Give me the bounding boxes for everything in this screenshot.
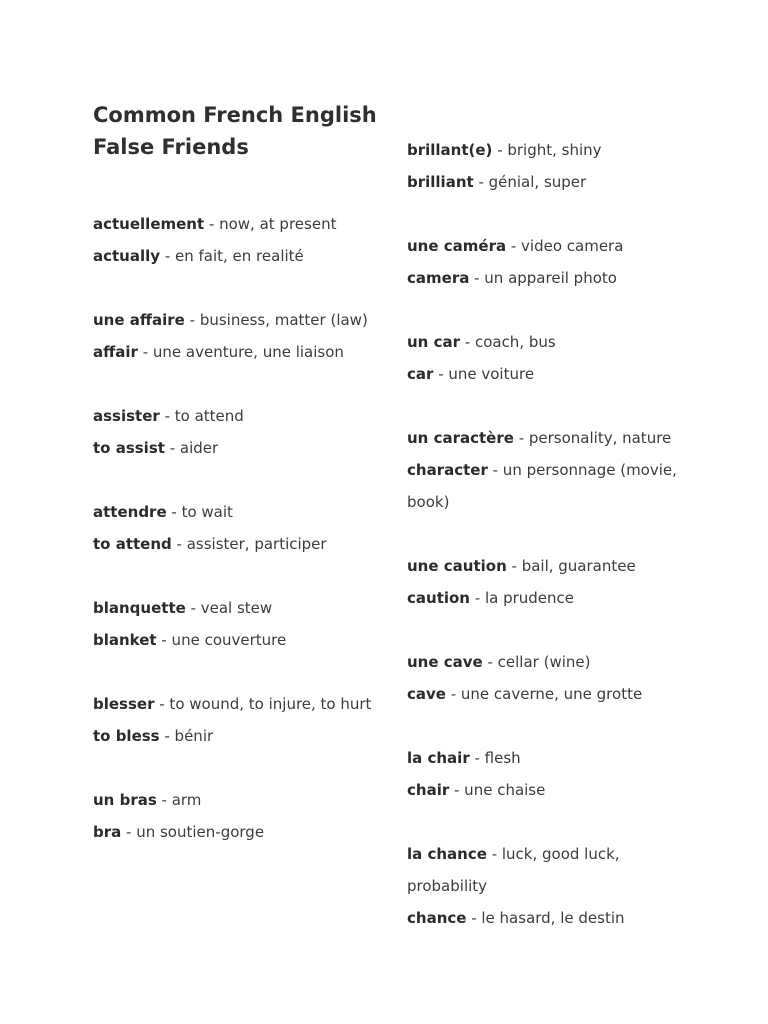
french-gloss: - now, at present xyxy=(204,215,337,233)
english-term: to bless xyxy=(93,727,160,745)
english-term: camera xyxy=(407,269,470,287)
english-term: car xyxy=(407,365,434,383)
english-gloss: - une caverne, une grotte xyxy=(445,685,643,703)
english-gloss: - une aventure, une liaison xyxy=(137,343,344,361)
french-entry xyxy=(407,550,697,582)
french-entry xyxy=(407,646,697,678)
english-term: chance xyxy=(407,909,467,927)
french-term: assister xyxy=(93,407,160,425)
french-gloss: - business, matter (law) xyxy=(184,311,368,329)
english-term: bra xyxy=(93,823,122,841)
false-friend-pair xyxy=(407,326,697,390)
false-friend-pair xyxy=(93,784,383,848)
english-entry xyxy=(407,774,697,806)
french-entry xyxy=(93,496,383,528)
english-entry xyxy=(93,240,383,272)
french-entry xyxy=(407,838,697,902)
french-gloss: - personality, nature xyxy=(513,429,672,447)
false-friend-pair xyxy=(93,304,383,368)
french-gloss: - arm xyxy=(156,791,202,809)
english-entry xyxy=(93,816,383,848)
false-friend-pair xyxy=(407,230,697,294)
english-entry xyxy=(93,528,383,560)
false-friend-pair xyxy=(407,422,697,518)
english-entry xyxy=(407,166,697,198)
french-term: actuellement xyxy=(93,215,205,233)
false-friend-pair xyxy=(93,688,383,752)
false-friend-pair xyxy=(407,742,697,806)
english-gloss: - le hasard, le destin xyxy=(466,909,625,927)
english-entry xyxy=(93,624,383,656)
french-entry xyxy=(93,304,383,336)
french-gloss: - bail, guarantee xyxy=(506,557,636,575)
french-entry xyxy=(93,400,383,432)
french-entry xyxy=(407,326,697,358)
english-entry xyxy=(407,262,697,294)
french-term: blesser xyxy=(93,695,155,713)
french-gloss: - flesh xyxy=(469,749,521,767)
english-term: character xyxy=(407,461,488,479)
french-entry xyxy=(93,208,383,240)
english-gloss: - une chaise xyxy=(449,781,546,799)
french-gloss: - video camera xyxy=(506,237,624,255)
english-entry xyxy=(93,336,383,368)
english-gloss: - aider xyxy=(164,439,219,457)
french-term: la chair xyxy=(407,749,470,767)
english-entry xyxy=(93,432,383,464)
english-term: brilliant xyxy=(407,173,474,191)
french-entry xyxy=(407,230,697,262)
french-term: une caméra xyxy=(407,237,507,255)
false-friend-pair xyxy=(407,550,697,614)
english-entry xyxy=(407,358,697,390)
english-term: actually xyxy=(93,247,161,265)
false-friend-pair xyxy=(93,592,383,656)
english-entry xyxy=(407,582,697,614)
french-term: une affaire xyxy=(93,311,185,329)
right-entries xyxy=(407,134,697,966)
left-entries xyxy=(93,208,383,880)
french-gloss: - to wait xyxy=(166,503,233,521)
french-term: une caution xyxy=(407,557,507,575)
english-term: to assist xyxy=(93,439,165,457)
english-gloss: - génial, super xyxy=(473,173,587,191)
page-title: Common French English False Friends xyxy=(93,103,377,159)
english-gloss: - une couverture xyxy=(156,631,287,649)
french-entry xyxy=(93,592,383,624)
english-entry xyxy=(407,678,697,710)
english-term: affair xyxy=(93,343,138,361)
english-gloss: - un soutien-gorge xyxy=(121,823,265,841)
false-friend-pair xyxy=(93,208,383,272)
french-gloss: - coach, bus xyxy=(460,333,556,351)
english-gloss: - assister, participer xyxy=(171,535,327,553)
false-friend-pair xyxy=(93,400,383,464)
french-gloss: - luck, good luck, probability xyxy=(407,845,620,895)
french-entry xyxy=(407,422,697,454)
english-entry xyxy=(407,454,697,518)
english-gloss: - un appareil photo xyxy=(469,269,617,287)
english-term: caution xyxy=(407,589,470,607)
false-friend-pair xyxy=(407,646,697,710)
english-term: to attend xyxy=(93,535,172,553)
french-term: un car xyxy=(407,333,460,351)
english-term: chair xyxy=(407,781,450,799)
french-term: brillant(e) xyxy=(407,141,493,159)
french-term: la chance xyxy=(407,845,487,863)
english-entry xyxy=(93,720,383,752)
false-friend-pair xyxy=(407,838,697,934)
french-entry xyxy=(407,742,697,774)
english-term: cave xyxy=(407,685,446,703)
french-term: blanquette xyxy=(93,599,186,617)
english-entry xyxy=(407,902,697,934)
french-entry xyxy=(93,784,383,816)
french-gloss: - to attend xyxy=(159,407,244,425)
english-gloss: - la prudence xyxy=(470,589,575,607)
english-gloss: - une voiture xyxy=(433,365,535,383)
french-gloss: - to wound, to injure, to hurt xyxy=(154,695,372,713)
false-friend-pair xyxy=(407,134,697,198)
french-gloss: - veal stew xyxy=(185,599,273,617)
french-term: attendre xyxy=(93,503,167,521)
french-term: un bras xyxy=(93,791,157,809)
english-gloss: - en fait, en realité xyxy=(160,247,304,265)
french-gloss: - bright, shiny xyxy=(492,141,602,159)
english-gloss: - un personnage (movie, book) xyxy=(407,461,677,511)
french-entry xyxy=(407,134,697,166)
french-term: un caractère xyxy=(407,429,514,447)
french-term: une cave xyxy=(407,653,483,671)
false-friend-pair xyxy=(93,496,383,560)
english-term: blanket xyxy=(93,631,157,649)
english-gloss: - bénir xyxy=(159,727,214,745)
french-entry xyxy=(93,688,383,720)
french-gloss: - cellar (wine) xyxy=(482,653,591,671)
